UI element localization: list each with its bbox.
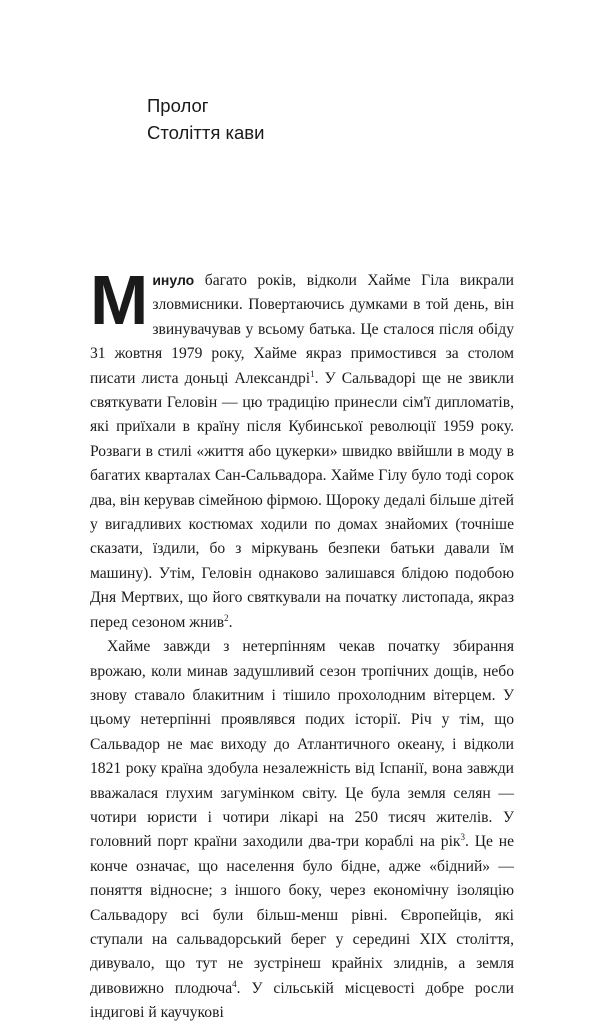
text-run: . xyxy=(228,613,233,631)
drop-cap: М xyxy=(90,261,147,339)
text-run: . Це не конче означає, що населення було бідне, адже «бідний» — поняття відносне; з іншого боку, через економічну ізоляцію Сальвадору всі були більш-менш рівні. Європейців, які ступали на сальвадорський берег у середині XIX століття, дивувало, що тут не зустрінеш крайніх злиднів, а земля дивовижно плодюча xyxy=(90,833,514,997)
footnote-ref[interactable]: 2 xyxy=(224,612,229,623)
footnote-ref[interactable]: 1 xyxy=(310,368,315,379)
paragraph-1 xyxy=(90,261,514,635)
chapter-title: Пролог xyxy=(147,95,209,116)
text-run: . У Сальвадорі ще не звикли святкувати Геловін — цю традицію принесли сім'ї дипломатів, які приїхали в країну після Кубинської революції 1959 року. Розваги в стилі «життя або цукерки» швидко ввійшли в моду в багатих кварталах Сан-Сальвадора. Хайме Гілу було тоді сорок два, він керував сімейною фірмою. Щороку дедалі більше дітей у вигадливих костюмах ходили по домах знайомих (точніше сказати, їздили, бо з міркувань безпеки батьки давали їм машину). Утім, Геловін однаково залишався блідою подобою Дня Мертвих, що його святкували на початку листопада, якраз перед сезоном жнив xyxy=(90,369,514,631)
body-text xyxy=(90,261,514,1026)
chapter-subtitle: Століття кави xyxy=(147,122,265,143)
lead-in: инуло xyxy=(152,272,195,288)
text-run: . У сільській місцевості добре росли індигові й каучукові xyxy=(90,979,514,1022)
paragraph-2 xyxy=(90,635,514,1026)
footnote-ref[interactable]: 3 xyxy=(460,832,465,843)
text-run: багато років, відколи Хайме Гіла викрали зловмисники. Повертаючись думками в той день, він звинувачував у всьому батька. Це сталося після обіду 31 жовтня 1979 року, Хайме якраз примостився за столом писати листа доньці Александрі xyxy=(90,272,514,387)
chapter-heading xyxy=(147,92,264,146)
footnote-ref[interactable]: 4 xyxy=(232,978,237,989)
text-run: Хайме завжди з нетерпінням чекав початку збирання врожаю, коли минав задушливий сезон тропічних дощів, небо знову ставало блакитним і тішило прохолодним вітерцем. У цьому нетерпінні проявлявся подих історії. Річ у тім, що Сальвадор не має виходу до Атлантичного океану, і відколи 1821 року країна здобула незалежність від Іспанії, вона завжди вважалася глухим загумінком світу. Це була земля селян — чотири юристи і чотири лікарі на 250 тисяч жителів. У головний порт країни заходили два-три кораблі на рік xyxy=(90,638,514,851)
